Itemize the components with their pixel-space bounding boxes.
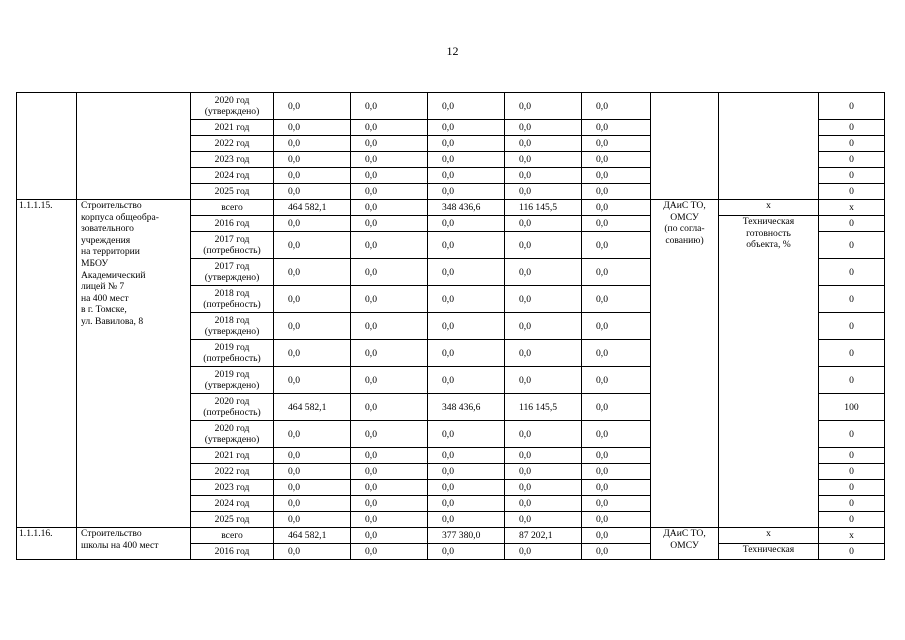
period-line: 2021 год (214, 122, 250, 133)
indicator-line: Техническая (742, 544, 795, 555)
value-cell: 0,0 (505, 544, 582, 560)
value-cell: 0,0 (505, 448, 582, 464)
period-line: 2023 год (214, 154, 250, 165)
executor-line: ДАиС ТО, (663, 200, 706, 211)
period-cell (191, 421, 274, 448)
period-line: (утверждено) (204, 326, 260, 337)
target-cell: 0 (819, 464, 885, 480)
table-row (17, 93, 885, 120)
period-line: (потребность) (203, 353, 261, 364)
value-cell: 0,0 (505, 93, 582, 120)
row-title-line: Строительство (81, 200, 142, 211)
page-number: 12 (446, 44, 459, 58)
executor-cell (651, 528, 719, 560)
row-title-line: МБОУ (81, 257, 109, 269)
period-line: 2019 год (214, 342, 250, 353)
value-cell: 0,0 (505, 136, 582, 152)
period-cell (191, 464, 274, 480)
target-cell: 100 (819, 394, 885, 421)
period-cell (191, 496, 274, 512)
value-cell: 0,0 (505, 421, 582, 448)
target-cell: 0 (819, 313, 885, 340)
value-cell: 0,0 (582, 496, 651, 512)
value-cell: 0,0 (582, 200, 651, 216)
target-cell: 0 (819, 421, 885, 448)
value-cell: 0,0 (274, 184, 351, 200)
period-line: (утверждено) (204, 434, 260, 445)
period-line: 2017 год (214, 234, 250, 245)
value-cell: 0,0 (505, 480, 582, 496)
value-cell: 0,0 (428, 480, 505, 496)
value-cell: 0,0 (274, 152, 351, 168)
row-title-line: в г. Томске, (81, 304, 127, 316)
value-cell: 0,0 (582, 512, 651, 528)
indicator-line: Техническая (742, 216, 795, 227)
value-cell: 0,0 (428, 152, 505, 168)
row-code (17, 93, 77, 200)
value-cell: 0,0 (351, 232, 428, 259)
target-cell: 0 (819, 340, 885, 367)
period-cell (191, 340, 274, 367)
value-cell: 0,0 (351, 421, 428, 448)
value-cell: 116 145,5 (505, 394, 582, 421)
row-title (77, 93, 191, 200)
value-cell: 0,0 (351, 184, 428, 200)
table-body (17, 93, 885, 560)
period-cell (191, 152, 274, 168)
target-cell: 0 (819, 496, 885, 512)
value-cell: 0,0 (274, 93, 351, 120)
value-cell: 0,0 (351, 168, 428, 184)
row-title-line: Строительство (81, 528, 142, 539)
period-line: всего (221, 202, 243, 213)
value-cell: 464 582,1 (274, 528, 351, 544)
period-cell (191, 544, 274, 560)
value-cell: 0,0 (505, 340, 582, 367)
period-cell (191, 259, 274, 286)
target-cell: 0 (819, 259, 885, 286)
value-cell: 0,0 (582, 259, 651, 286)
target-cell: 0 (819, 93, 885, 120)
value-cell: 0,0 (351, 216, 428, 232)
value-cell: 0,0 (582, 480, 651, 496)
value-cell: 0,0 (428, 259, 505, 286)
value-cell: 0,0 (582, 93, 651, 120)
period-cell (191, 120, 274, 136)
value-cell: 0,0 (274, 512, 351, 528)
period-line: 2020 год (214, 95, 250, 106)
value-cell: 0,0 (505, 120, 582, 136)
value-cell: 0,0 (351, 200, 428, 216)
value-cell: 0,0 (582, 152, 651, 168)
value-cell: 0,0 (582, 340, 651, 367)
value-cell: 0,0 (428, 136, 505, 152)
indicator-cell (719, 93, 819, 200)
indicator-cell (719, 216, 819, 528)
period-line: 2016 год (214, 546, 250, 557)
target-cell: x (819, 528, 885, 544)
executor-line: сованию) (665, 234, 704, 246)
row-title (77, 528, 191, 560)
table-row (17, 528, 885, 544)
value-cell: 0,0 (428, 340, 505, 367)
period-cell (191, 93, 274, 120)
value-cell: 0,0 (582, 120, 651, 136)
period-cell (191, 216, 274, 232)
value-cell: 0,0 (428, 496, 505, 512)
value-cell: 0,0 (428, 464, 505, 480)
value-cell: 0,0 (428, 232, 505, 259)
target-cell: x (819, 200, 885, 216)
value-cell: 0,0 (351, 93, 428, 120)
period-cell (191, 286, 274, 313)
value-cell: 348 436,6 (428, 200, 505, 216)
value-cell: 0,0 (505, 232, 582, 259)
value-cell: 0,0 (582, 367, 651, 394)
value-cell: 0,0 (582, 394, 651, 421)
value-cell: 0,0 (351, 152, 428, 168)
target-cell: 0 (819, 448, 885, 464)
period-line: 2016 год (214, 218, 250, 229)
period-line: 2021 год (214, 450, 250, 461)
value-cell: 0,0 (582, 216, 651, 232)
value-cell: 0,0 (274, 232, 351, 259)
period-line: 2022 год (214, 466, 250, 477)
target-cell: 0 (819, 367, 885, 394)
target-cell: 0 (819, 168, 885, 184)
period-cell (191, 528, 274, 544)
value-cell: 0,0 (505, 152, 582, 168)
period-line: 2019 год (214, 369, 250, 380)
value-cell: 0,0 (351, 480, 428, 496)
row-title-line: на 400 мест (81, 292, 129, 304)
value-cell: 0,0 (505, 168, 582, 184)
budget-table (16, 92, 885, 560)
target-cell: 0 (819, 152, 885, 168)
executor-cell (651, 200, 719, 528)
period-cell (191, 184, 274, 200)
value-cell: 0,0 (274, 120, 351, 136)
value-cell: 0,0 (274, 496, 351, 512)
value-cell: 0,0 (351, 394, 428, 421)
period-line: 2025 год (214, 186, 250, 197)
period-cell (191, 313, 274, 340)
value-cell: 0,0 (582, 544, 651, 560)
period-line: (утверждено) (204, 272, 260, 283)
executor-line: (по согла- (664, 223, 705, 234)
row-code: 1.1.1.16. (17, 528, 77, 560)
value-cell: 0,0 (582, 421, 651, 448)
indicator-line: x (766, 200, 771, 211)
period-line: (потребность) (203, 245, 261, 256)
value-cell: 0,0 (582, 232, 651, 259)
row-title-line: учреждения (81, 234, 131, 246)
row-title-line: школы на 400 мест (81, 539, 159, 551)
row-title-line: зовательного (81, 223, 134, 235)
period-line: (потребность) (203, 299, 261, 310)
value-cell: 0,0 (274, 286, 351, 313)
period-line: 2020 год (214, 423, 250, 434)
target-cell: 0 (819, 512, 885, 528)
indicator-line: объекта, % (746, 239, 791, 250)
value-cell: 0,0 (274, 136, 351, 152)
value-cell: 0,0 (428, 367, 505, 394)
value-cell: 0,0 (351, 367, 428, 394)
indicator-cell (719, 544, 819, 560)
value-cell: 0,0 (351, 340, 428, 367)
value-cell: 0,0 (351, 464, 428, 480)
period-line: (потребность) (203, 407, 261, 418)
period-cell (191, 512, 274, 528)
value-cell: 0,0 (505, 512, 582, 528)
value-cell: 348 436,6 (428, 394, 505, 421)
target-cell: 0 (819, 120, 885, 136)
period-cell (191, 168, 274, 184)
value-cell: 0,0 (274, 480, 351, 496)
target-cell: 0 (819, 232, 885, 259)
table-row (17, 200, 885, 216)
period-line: (утверждено) (204, 106, 260, 117)
row-title-line: на территории (81, 246, 140, 258)
period-line: 2018 год (214, 288, 250, 299)
value-cell: 0,0 (274, 259, 351, 286)
row-code: 1.1.1.15. (17, 200, 77, 528)
row-title-line: ул. Вавилова, 8 (81, 315, 144, 327)
value-cell: 0,0 (351, 136, 428, 152)
target-cell: 0 (819, 480, 885, 496)
value-cell: 0,0 (428, 184, 505, 200)
period-line: 2024 год (214, 170, 250, 181)
period-cell (191, 394, 274, 421)
value-cell: 0,0 (505, 216, 582, 232)
executor-line: ОМСУ (670, 539, 699, 551)
value-cell: 0,0 (505, 367, 582, 394)
value-cell: 0,0 (582, 286, 651, 313)
value-cell: 0,0 (582, 168, 651, 184)
period-line: 2023 год (214, 482, 250, 493)
executor-line: ДАиС ТО, (663, 528, 706, 539)
value-cell: 0,0 (274, 313, 351, 340)
value-cell: 0,0 (274, 544, 351, 560)
value-cell: 0,0 (428, 168, 505, 184)
executor-line: ОМСУ (670, 211, 699, 223)
value-cell: 0,0 (351, 259, 428, 286)
value-cell: 0,0 (351, 512, 428, 528)
period-line: 2024 год (214, 498, 250, 509)
period-cell (191, 480, 274, 496)
indicator-cell (719, 200, 819, 216)
target-cell: 0 (819, 184, 885, 200)
value-cell: 0,0 (505, 496, 582, 512)
value-cell: 0,0 (582, 528, 651, 544)
value-cell: 0,0 (428, 544, 505, 560)
value-cell: 0,0 (351, 120, 428, 136)
value-cell: 0,0 (505, 259, 582, 286)
value-cell: 0,0 (428, 120, 505, 136)
value-cell: 0,0 (582, 464, 651, 480)
period-line: всего (221, 530, 243, 541)
target-cell: 0 (819, 286, 885, 313)
period-cell (191, 232, 274, 259)
value-cell: 0,0 (582, 136, 651, 152)
value-cell: 0,0 (505, 313, 582, 340)
period-line: (утверждено) (204, 380, 260, 391)
value-cell: 0,0 (351, 286, 428, 313)
period-cell (191, 367, 274, 394)
value-cell: 0,0 (274, 421, 351, 448)
value-cell: 464 582,1 (274, 200, 351, 216)
value-cell: 0,0 (428, 216, 505, 232)
value-cell: 0,0 (274, 464, 351, 480)
value-cell: 0,0 (505, 184, 582, 200)
value-cell: 0,0 (274, 216, 351, 232)
period-line: 2017 год (214, 261, 250, 272)
value-cell: 87 202,1 (505, 528, 582, 544)
value-cell: 0,0 (505, 286, 582, 313)
value-cell: 0,0 (351, 544, 428, 560)
period-line: 2022 год (214, 138, 250, 149)
value-cell: 0,0 (582, 313, 651, 340)
value-cell: 464 582,1 (274, 394, 351, 421)
value-cell: 0,0 (274, 340, 351, 367)
indicator-cell (719, 528, 819, 544)
value-cell: 0,0 (274, 168, 351, 184)
period-line: 2020 год (214, 396, 250, 407)
value-cell: 0,0 (351, 496, 428, 512)
row-title-line: лицей № 7 (81, 281, 125, 293)
value-cell: 0,0 (428, 448, 505, 464)
value-cell: 0,0 (351, 528, 428, 544)
value-cell: 116 145,5 (505, 200, 582, 216)
period-cell (191, 448, 274, 464)
target-cell: 0 (819, 544, 885, 560)
target-cell: 0 (819, 216, 885, 232)
value-cell: 0,0 (274, 367, 351, 394)
indicator-line: x (766, 528, 771, 539)
period-line: 2025 год (214, 514, 250, 525)
row-title-line: корпуса общеобра- (81, 211, 159, 223)
value-cell: 0,0 (428, 93, 505, 120)
value-cell: 377 380,0 (428, 528, 505, 544)
period-cell (191, 200, 274, 216)
value-cell: 0,0 (428, 512, 505, 528)
value-cell: 0,0 (428, 286, 505, 313)
value-cell: 0,0 (351, 448, 428, 464)
value-cell: 0,0 (428, 313, 505, 340)
value-cell: 0,0 (274, 448, 351, 464)
period-cell (191, 136, 274, 152)
target-cell: 0 (819, 136, 885, 152)
value-cell: 0,0 (428, 421, 505, 448)
indicator-line: готовность (746, 227, 791, 239)
value-cell: 0,0 (505, 464, 582, 480)
row-title (77, 200, 191, 528)
value-cell: 0,0 (582, 448, 651, 464)
value-cell: 0,0 (582, 184, 651, 200)
value-cell: 0,0 (351, 313, 428, 340)
executor-cell (651, 93, 719, 200)
row-title-line: Академический (81, 269, 146, 281)
period-line: 2018 год (214, 315, 250, 326)
